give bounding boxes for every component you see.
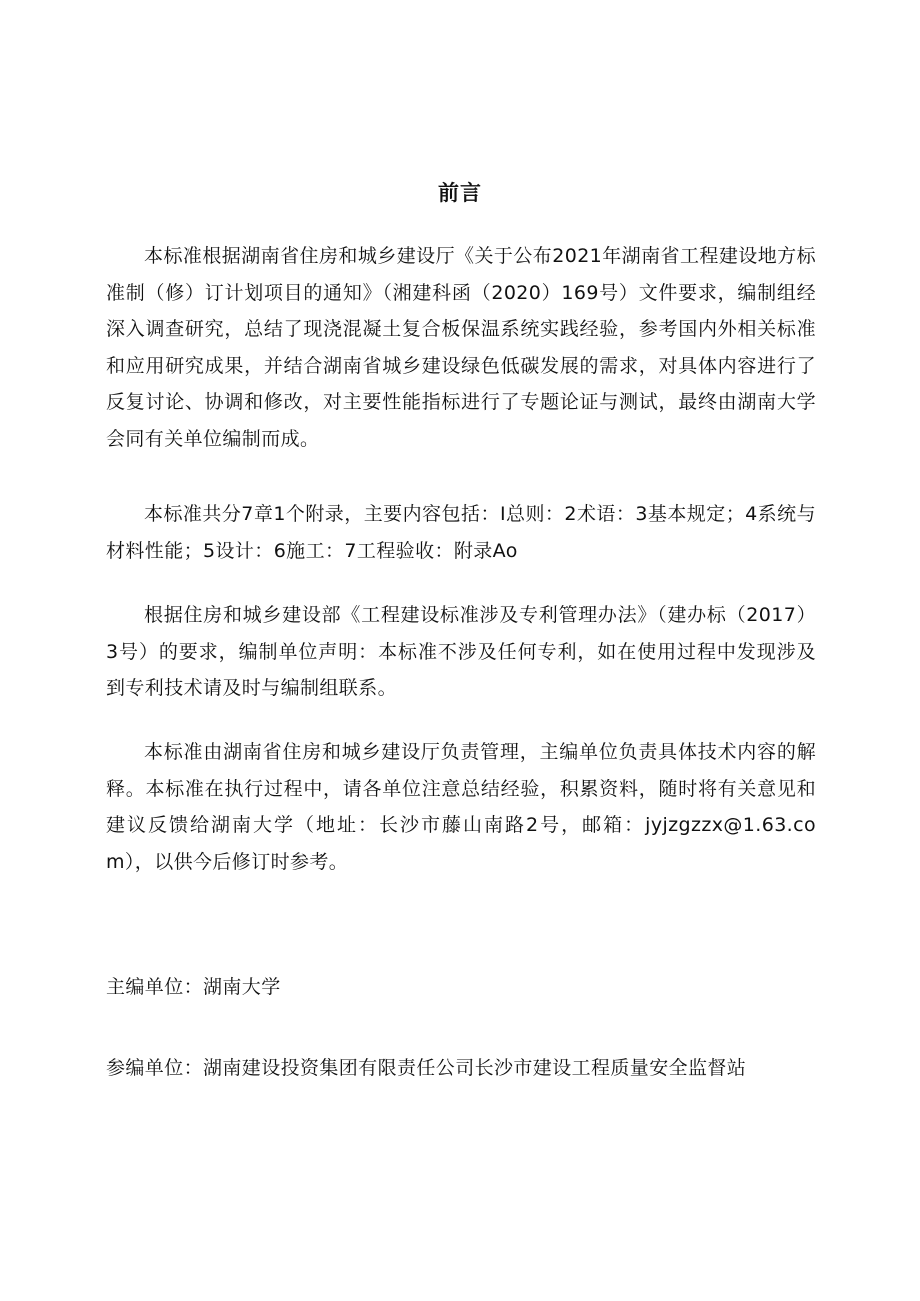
preface-paragraph-1 <box>106 238 816 457</box>
page-title: 前言 <box>438 181 482 205</box>
paragraph-text: 本标准共分7章1个附录，主要内容包括：I总则：2术语：3基本规定；4系统与材料性能；5设计：6施工：7工程验收：附录Ao <box>106 503 816 562</box>
participating-units: 参编单位：湖南建设投资集团有限责任公司长沙市建设工程质量安全监督站 <box>106 1057 747 1079</box>
preface-paragraph-3 <box>106 597 816 707</box>
paragraph-text: 本标准由湖南省住房和城乡建设厅负责管理，主编单位负责具体技术内容的解释。本标准在执行过程中，请各单位注意总结经验，积累资料，随时将有关意见和建议反馈给湖南大学（地址：长沙市藤山南路2号，邮箱：jyjzgzzx@1.63.com），以供今后修订时参考。 <box>106 741 816 873</box>
preface-paragraph-2 <box>106 496 816 569</box>
preface-paragraph-4 <box>106 734 816 880</box>
paragraph-text: 本标准根据湖南省住房和城乡建设厅《关于公布2021年湖南省工程建设地方标准制（修）订计划项目的通知》（湘建科函（2020）169号）文件要求，编制组经深入调查研究，总结了现浇混凝土复合板保温系统实践经验，参考国内外相关标准和应用研究成果，并结合湖南省城乡建设绿色低碳发展的需求，对具体内容进行了反复讨论、协调和修改，对主要性能指标进行了专题论证与测试，最终由湖南大学会同有关单位编制而成。 <box>106 245 816 450</box>
chief-editor-unit: 主编单位：湖南大学 <box>106 976 281 998</box>
paragraph-text: 根据住房和城乡建设部《工程建设标准涉及专利管理办法》（建办标（2017）3号）的要求，编制单位声明：本标准不涉及任何专利，如在使用过程中发现涉及到专利技术请及时与编制组联系。 <box>106 604 816 699</box>
